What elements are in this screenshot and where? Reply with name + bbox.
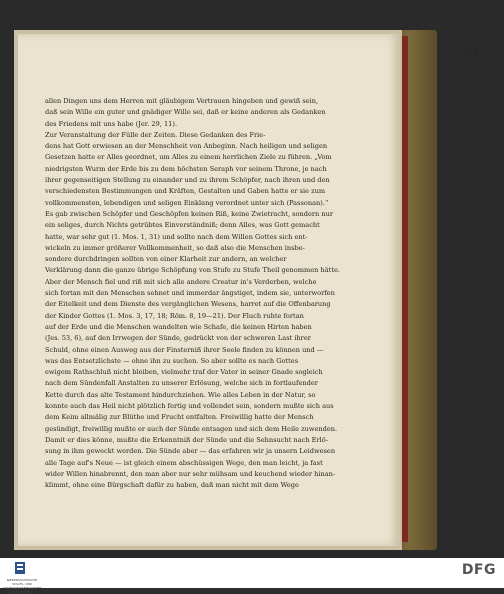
text-line: vollkommensten, lebendigen und seligen Einklang verordnet unter sich (Passonan).“: [45, 198, 329, 207]
text-line: sung in ihm geweckt werden. Die Sünde aber — das erfahren wir ja unsern Leidwesen: [45, 447, 336, 456]
text-line: allen Dingen uns dem Herren mit gläubigem Vertrauen hingeben und gewiß sein,: [45, 97, 319, 105]
text-line: Kette durch das alte Testament hindurchziehen. Wie alles Leben in der Natur, so: [45, 390, 316, 399]
text-line: der Eitelkeit und dem Dienste des vergänglichen Wesens, harret auf die Offenbarung: [45, 300, 331, 309]
text-line: sondere durchdringen sollten von einer Klarheit zur andern, an welcher: [45, 255, 287, 264]
text-line: ewigem Rathschluß nicht bleiben, vielmehr traf der Vater in seiner Gnade sogleich: [45, 368, 323, 377]
text-line: auf der Erde und die Menschen wandelten wie Schafe, die keinen Hirten haben: [45, 322, 312, 331]
text-line: des Friedens mit uns habe (Jer. 29, 11).: [45, 119, 178, 128]
text-line: Es gab zwischen Schöpfer und Geschöpfen keinen Riß, keine Zwietracht, sondern nur: [45, 209, 334, 218]
text-line: ihrer gegenseitigen Stellung zu einander und zu ihrem Schöpfer, nach ihren und den: [45, 176, 330, 185]
text-line: dem Keim allmälig zur Blüthe und Frucht entfalten. Freiwillig hatte der Mensch: [45, 413, 314, 422]
text-line: Verklärung dann die ganze übrige Schöpfung von Stufe zu Stufe Theil genommen hätte.: [45, 266, 340, 275]
body-text: [45, 96, 381, 491]
text-line: ein seliges, durch Nichts getrübtes Einverständniß; denn Alles, was Gott gemacht: [45, 221, 320, 230]
text-line: Damit er dies könne, mußte die Erkenntniß der Sünde und die Sehnsucht nach Erlö-: [45, 435, 328, 444]
dfg-logo: DFG: [461, 562, 496, 578]
text-line: wickeln zu immer größerer Vollkommenheit, so daß also die Menschen insbe-: [45, 243, 305, 252]
text-line: Gesetzen hatte er Alles geordnet, um Alles zu einem herrlichen Ziele zu führen. „Vom: [45, 153, 332, 162]
text-line: dens hat Gott erwiesen an der Menschheit von Anbeginn. Nach heiligen und seligen: [45, 142, 328, 151]
text-line: konnte auch das Heil nicht plötzlich fertig und vollendet sein, sondern mußte sich aus: [45, 402, 334, 411]
text-line: Aber der Mensch fiel und riß mit sich alle andere Creatur in's Verderben, welche: [45, 277, 317, 286]
text-line: was das Entsetzlichste — ohne ihn zu suchen. So aber sollte es nach Gottes: [45, 356, 299, 365]
text-line: (Jes. 53, 6), auf den Irrwegen der Sünde, gedrückt von der schweren Last ihrer: [45, 334, 311, 343]
text-line: hatte, war sehr gut (1. Mos. 1, 31) und sollte nach dem Willen Gottes sich ent-: [45, 232, 308, 241]
text-line: wider Willen hinabrennt, den man aber nur sehr mühsam und keuchend wieder hinan-: [45, 469, 336, 478]
text-line: nach dem Sündenfall Anstalten zu unserer Erlösung, welche sich in fortlaufender: [45, 379, 318, 388]
text-line: daß sein Wille ein guter und gnädiger Wille sei, daß er keine anderen als Gedanken: [45, 108, 326, 117]
text-line: verschiedensten Bestimmungen und Kräften, Gestalten und Gaben hatte er sie zum: [45, 187, 326, 196]
text-line: klimmt, ohne eine Bürgschaft dafür zu haben, daß man nicht mit dem Wege: [45, 481, 299, 490]
text-line: Schuld, ohne einen Ausweg aus der Finsterniß ihrer Seele finden zu können und —: [45, 345, 324, 354]
text-line: gesündigt, freiwillig mußte er auch der Sünde entsagen und sich dem Heile zuwenden.: [45, 424, 338, 433]
text-line: der Kinder Gottes (1. Mos. 3, 17, 18; Röm. 8, 19—21). Der Fluch ruhte fortan: [45, 311, 304, 320]
page-number: 13: [466, 46, 478, 56]
text-line: Zur Veranstaltung der Fülle der Zeiten. Diese Gedanken des Frie-: [45, 130, 266, 139]
footer-strip: [0, 558, 504, 588]
library-text: NIEDERSÄCHSISCHE STAATS- UND UNIVERSITÄTSBIBLIOTHEK GÖTTINGEN: [2, 578, 42, 594]
text-line: sich fortan mit den Menschen sehnet und immerdar ängstiget, indem sie, unterworfen: [45, 289, 335, 298]
text-line: alle Tage auf's Neue — ist gleich einem abschüssigen Wege, den man leicht, ja fast: [45, 458, 323, 467]
text-line: niedrigsten Wurm der Erde bis zu dem höchsten Seraph vor seinem Throne, je nach: [45, 164, 327, 173]
